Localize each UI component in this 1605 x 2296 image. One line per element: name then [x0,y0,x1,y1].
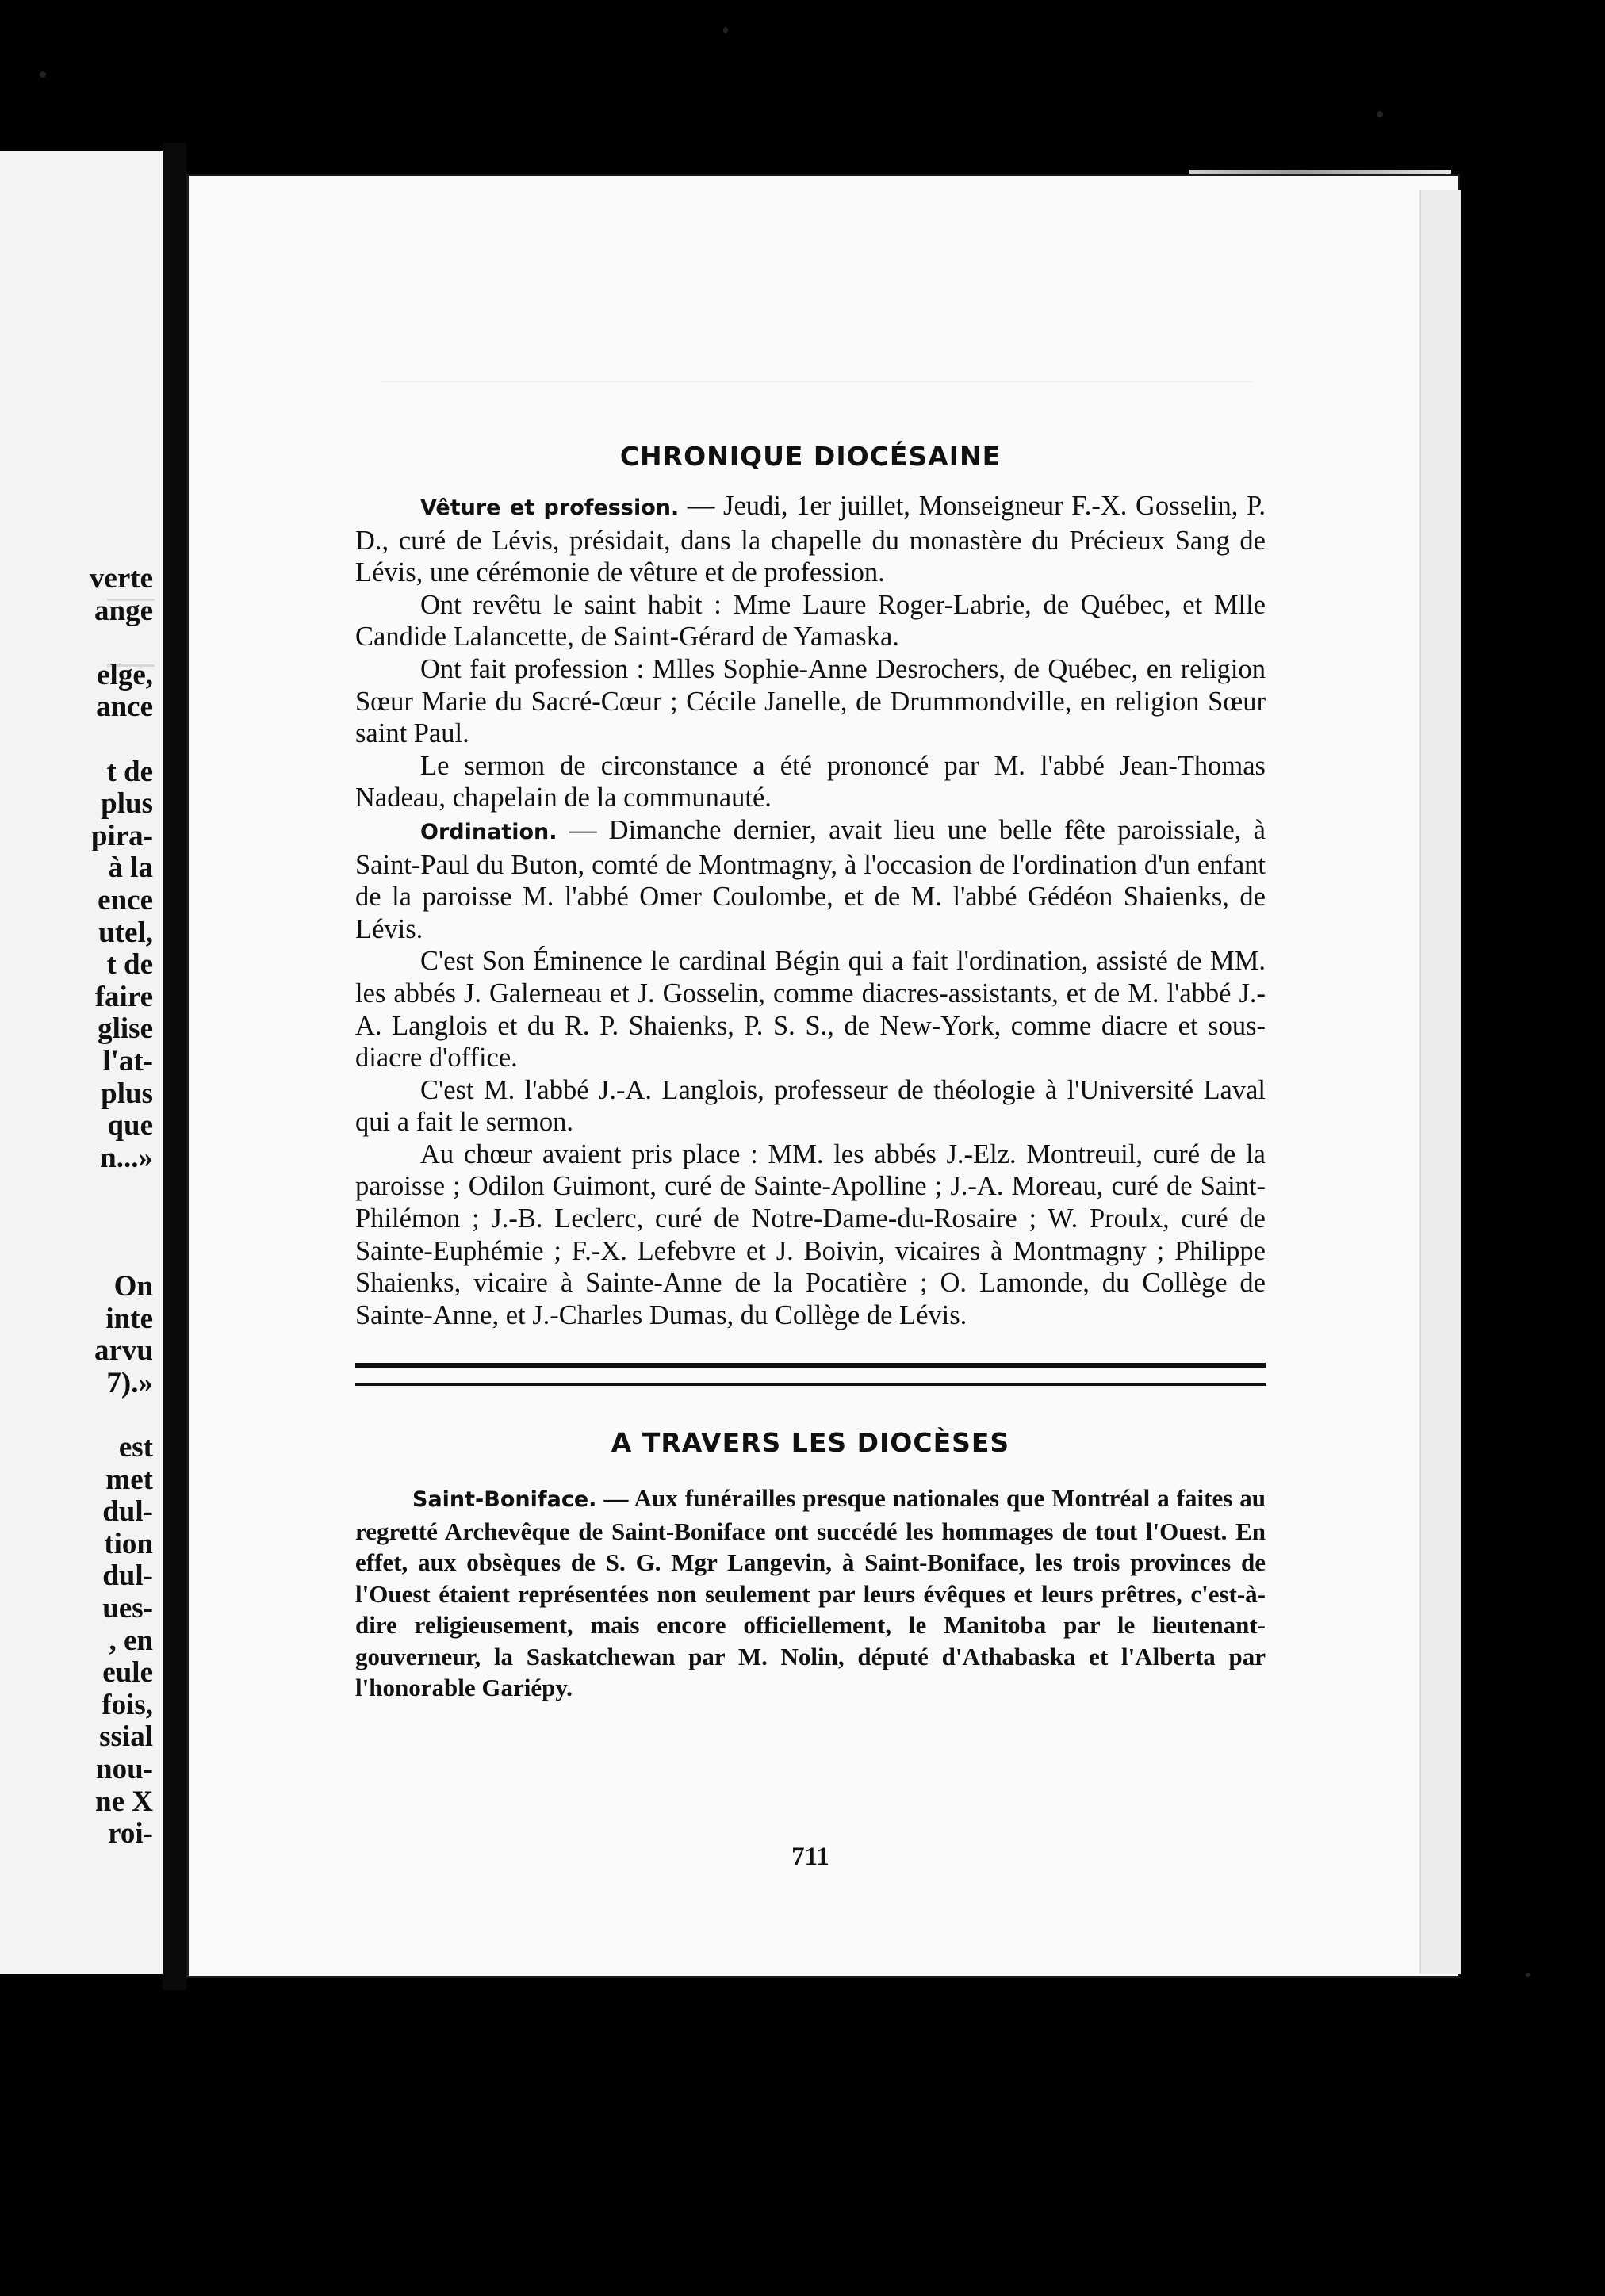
left-page-line: , en [109,1624,153,1657]
left-page-line: tion [104,1527,153,1560]
paragraph [355,490,1266,589]
left-facing-page [0,151,163,1974]
paragraph-text: Au chœur avaient pris place : MM. les abbés J.-Elz. Montreuil, curé de la paroisse ; Odilon Guimont, curé de Sainte-Apolline ; J.-A. Moreau, curé de Saint-Philémon ; J.-B. Leclerc, curé de Notre-Dame-du-Rosaire ; W. Proulx, curé de Sainte-Euphémie ; F.-X. Lefebvre et J. Boivin, vicaires à Montmagny ; Philippe Shaienks, vicaire à Sainte-Anne de la Pocatière ; O. Lamonde, du Collège de Sainte-Anne, et J.-Charles Dumas, du Collège de Lévis. [355,1138,1266,1330]
paragraph [355,653,1266,750]
left-page-line: l'at- [102,1044,153,1077]
left-page-line: pira- [90,819,153,852]
left-page-line [90,1174,153,1207]
paragraph [355,750,1266,814]
left-page-line: met [105,1463,153,1496]
left-page-line: eule [102,1656,153,1689]
left-page-line: ne X [95,1785,153,1818]
paragraph [355,1138,1266,1332]
section-heading-diocèses: A TRAVERS LES DIOCÈSES [611,1427,1010,1459]
left-page-line: On [113,1270,153,1303]
left-page-line: ance [96,691,153,724]
paragraph [355,1483,1266,1704]
left-page-line: fois, [102,1688,153,1721]
run-in-heading: Ordination. [420,819,557,844]
left-page-line: nou- [96,1752,153,1785]
scan-speck [40,71,46,78]
paragraph-text: — Aux funérailles presque nationales que Montréal a faites au regretté Archevêque de Saint-Boniface ont succédé les hommages de tout l'Ouest. En effet, aux obsèques de S. G. Mgr Langevin, à Saint-Boniface, les trois provinces de l'Ouest étaient représentées non seulement par leurs évêques et leurs prêtres, c'est-à-dire religieusement, mais encore officiellement, le Manitoba par le lieutenant-gouverneur, la Saskatchewan par M. Nolin, député d'Athabaska et l'Alberta par l'honorable Gariépy. [355,1484,1266,1702]
left-page-line: ssial [99,1720,153,1754]
left-page-line: n...» [100,1141,153,1174]
section1-body [355,490,1266,1331]
run-in-heading: Vêture et profession. [420,496,680,520]
left-page-line: t de [106,755,153,788]
left-page-line: inte [105,1302,153,1335]
left-page-line: verte [89,562,153,595]
page-right-edge [1419,190,1461,1974]
left-page-line: ence [98,883,153,916]
left-page-line: roi- [108,1817,153,1850]
page-number: 711 [791,1843,829,1871]
paragraph-text: — Jeudi, 1er juillet, Monseigneur F.-X. Gosselin, P. D., curé de Lévis, présidait, dans la chapelle du monastère du Précieux Sang de Lévis, une cérémonie de vêture et de profession. [355,491,1266,588]
run-in-heading: Saint-Boniface. [412,1487,597,1513]
section2-body [355,1483,1266,1704]
left-page-line: est [118,1431,153,1464]
left-page-line: elge, [97,658,153,691]
paragraph [355,814,1266,945]
left-page-line: dul- [102,1495,153,1529]
left-page-line [90,627,153,660]
left-page-line: glise [98,1012,153,1046]
left-page-line: plus [101,1077,153,1110]
scan-speck [723,27,728,33]
left-page-line [90,1207,153,1239]
paragraph-text: C'est Son Éminence le cardinal Bégin qui a fait l'ordination, assisté de MM. les abbés J. Galerneau et J. Gosselin, comme diacres-assistants, et de M. l'abbé J.-A. Langlois et du R. P. Shaienks, P. S. S., de New-York, comme diacre et sous-diacre d'office. [355,946,1266,1073]
paragraph-text: C'est M. l'abbé J.-A. Langlois, professeur de théologie à l'Université Laval qui a fait le sermon. [355,1074,1266,1138]
left-page-text [90,563,153,1850]
left-page-line: dul- [102,1559,153,1593]
paragraph [355,945,1266,1073]
paragraph-text: — Dimanche dernier, avait lieu une belle fête paroissiale, à Saint-Paul du Buton, comté de Montmagny, à l'occasion de l'ordination d'un enfant de la paroisse M. l'abbé Omer Coulombe, et de M. l'abbé Gédéon Shaienks, de Lévis. [355,814,1266,944]
scan-speck [1526,1973,1530,1977]
bleed-through-header [381,381,1253,400]
left-page-line: faire [94,980,153,1013]
page-content [355,441,1266,1871]
section-heading-chronique: CHRONIQUE DIOCÉSAINE [619,441,1002,472]
left-page-line [90,1399,153,1432]
left-page-line: t de [106,948,153,982]
left-page-line: ange [94,594,153,627]
left-page-line: ues- [102,1592,153,1624]
left-page-line [90,1238,153,1271]
left-page-line: 7).» [106,1366,153,1399]
left-page-line: à la [108,851,153,885]
left-page-line: que [107,1109,153,1142]
paragraph-text: Ont revêtu le saint habit : Mme Laure Roger-Labrie, de Québec, et Mlle Candide Lalancette, de Saint-Gérard de Yamaska. [355,589,1266,652]
section-divider-rule [355,1363,1266,1386]
left-page-line: plus [101,787,153,821]
paragraph [355,589,1266,653]
paragraph-text: Le sermon de circonstance a été prononcé par M. l'abbé Jean-Thomas Nadeau, chapelain de la communauté. [355,750,1266,813]
left-page-line: utel, [98,916,153,949]
left-page-line [90,724,153,756]
book-gutter [163,143,186,1990]
paragraph [355,1074,1266,1138]
left-page-line: arvu [94,1334,153,1368]
scan-speck [1377,111,1383,117]
paragraph-text: Ont fait profession : Mlles Sophie-Anne Desrochers, de Québec, en religion Sœur Marie du Sacré-Cœur ; Cécile Janelle, de Drummondville, en religion Sœur saint Paul. [355,653,1266,749]
